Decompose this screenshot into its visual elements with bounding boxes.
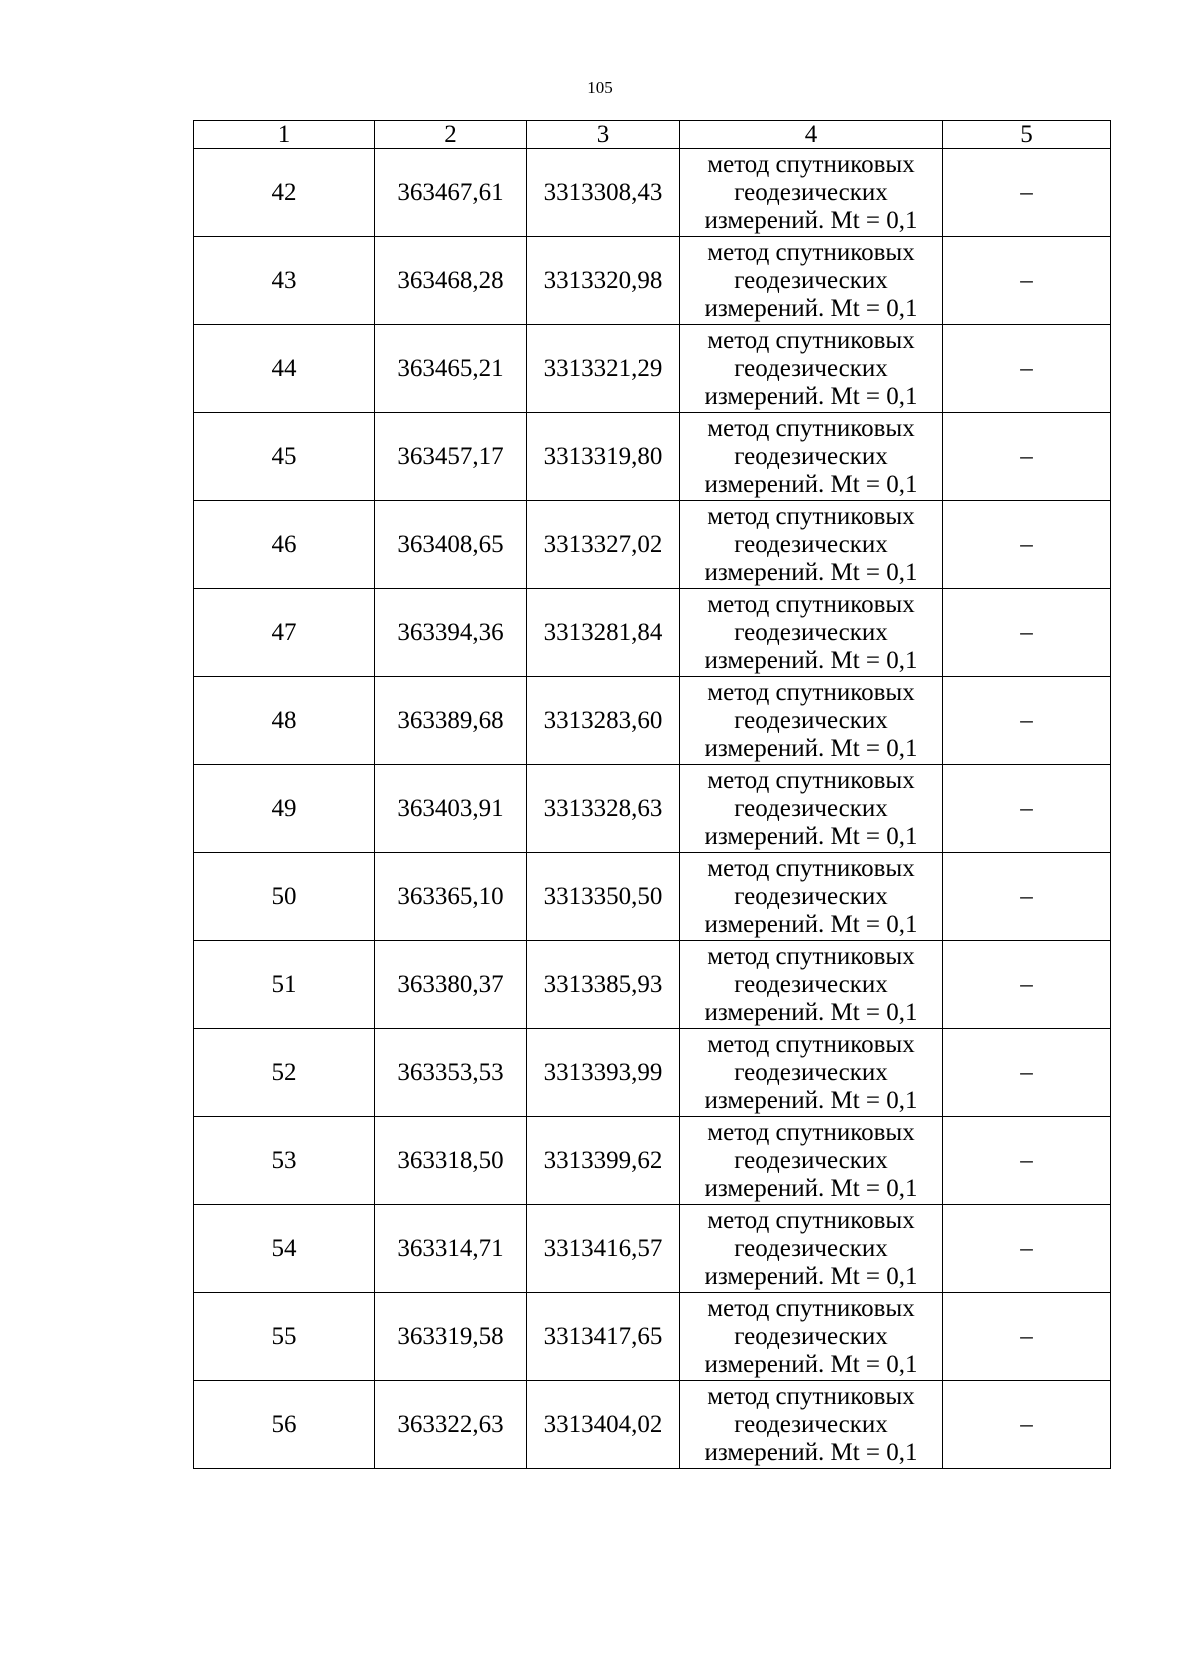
method-line: геодезических [734, 1058, 888, 1086]
table-row [194, 1293, 1111, 1381]
table-row [194, 1029, 1111, 1117]
method-line: геодезических [734, 1322, 888, 1350]
note-cell: – [943, 1293, 1111, 1381]
method-line: метод спутниковых [707, 678, 915, 706]
x-coordinate-cell: 363457,17 [375, 413, 527, 501]
method-line: геодезических [734, 178, 888, 206]
point-number-cell: 48 [194, 677, 375, 765]
method-cell [680, 1117, 943, 1205]
note-cell: – [943, 1205, 1111, 1293]
method-line: геодезических [734, 794, 888, 822]
method-cell [680, 501, 943, 589]
x-coordinate-cell: 363465,21 [375, 325, 527, 413]
point-number-cell: 51 [194, 941, 375, 1029]
note-cell: – [943, 941, 1111, 1029]
note-cell: – [943, 237, 1111, 325]
note-cell: – [943, 853, 1111, 941]
method-line: измерений. Mt = 0,1 [704, 558, 918, 586]
point-number-cell: 53 [194, 1117, 375, 1205]
y-coordinate-cell: 3313283,60 [527, 677, 680, 765]
method-line: метод спутниковых [707, 1382, 915, 1410]
method-line: измерений. Mt = 0,1 [704, 822, 918, 850]
point-number-cell: 46 [194, 501, 375, 589]
y-coordinate-cell: 3313320,98 [527, 237, 680, 325]
table-row [194, 853, 1111, 941]
column-header: 5 [943, 121, 1111, 149]
y-coordinate-cell: 3313319,80 [527, 413, 680, 501]
point-number-cell: 43 [194, 237, 375, 325]
method-line: измерений. Mt = 0,1 [704, 206, 918, 234]
method-line: геодезических [734, 442, 888, 470]
method-cell [680, 1029, 943, 1117]
method-line: метод спутниковых [707, 1118, 915, 1146]
x-coordinate-cell: 363467,61 [375, 149, 527, 237]
y-coordinate-cell: 3313399,62 [527, 1117, 680, 1205]
x-coordinate-cell: 363389,68 [375, 677, 527, 765]
point-number-cell: 44 [194, 325, 375, 413]
y-coordinate-cell: 3313281,84 [527, 589, 680, 677]
column-header: 1 [194, 121, 375, 149]
table-row [194, 589, 1111, 677]
method-line: метод спутниковых [707, 854, 915, 882]
table-row [194, 1117, 1111, 1205]
note-cell: – [943, 1029, 1111, 1117]
method-line: метод спутниковых [707, 766, 915, 794]
x-coordinate-cell: 363318,50 [375, 1117, 527, 1205]
x-coordinate-cell: 363394,36 [375, 589, 527, 677]
method-line: метод спутниковых [707, 942, 915, 970]
method-line: метод спутниковых [707, 590, 915, 618]
column-header: 4 [680, 121, 943, 149]
table-row [194, 413, 1111, 501]
x-coordinate-cell: 363380,37 [375, 941, 527, 1029]
y-coordinate-cell: 3313417,65 [527, 1293, 680, 1381]
y-coordinate-cell: 3313350,50 [527, 853, 680, 941]
y-coordinate-cell: 3313416,57 [527, 1205, 680, 1293]
y-coordinate-cell: 3313404,02 [527, 1381, 680, 1469]
x-coordinate-cell: 363365,10 [375, 853, 527, 941]
table-row [194, 501, 1111, 589]
table-row [194, 765, 1111, 853]
x-coordinate-cell: 363319,58 [375, 1293, 527, 1381]
y-coordinate-cell: 3313328,63 [527, 765, 680, 853]
note-cell: – [943, 501, 1111, 589]
table-row [194, 149, 1111, 237]
note-cell: – [943, 413, 1111, 501]
method-cell [680, 413, 943, 501]
method-line: геодезических [734, 706, 888, 734]
method-line: метод спутниковых [707, 326, 915, 354]
table-body [194, 121, 1111, 1469]
y-coordinate-cell: 3313327,02 [527, 501, 680, 589]
method-cell [680, 1205, 943, 1293]
table-row [194, 677, 1111, 765]
note-cell: – [943, 677, 1111, 765]
column-header: 2 [375, 121, 527, 149]
method-cell [680, 589, 943, 677]
note-cell: – [943, 1117, 1111, 1205]
point-number-cell: 47 [194, 589, 375, 677]
y-coordinate-cell: 3313393,99 [527, 1029, 680, 1117]
method-line: геодезических [734, 530, 888, 558]
table-row [194, 325, 1111, 413]
method-line: измерений. Mt = 0,1 [704, 1174, 918, 1202]
method-line: геодезических [734, 1234, 888, 1262]
note-cell: – [943, 589, 1111, 677]
point-number-cell: 55 [194, 1293, 375, 1381]
method-line: метод спутниковых [707, 150, 915, 178]
method-cell [680, 1381, 943, 1469]
column-header: 3 [527, 121, 680, 149]
table-row [194, 1205, 1111, 1293]
method-line: измерений. Mt = 0,1 [704, 294, 918, 322]
method-cell [680, 325, 943, 413]
x-coordinate-cell: 363322,63 [375, 1381, 527, 1469]
method-line: геодезических [734, 354, 888, 382]
page-number: 105 [587, 78, 613, 97]
method-line: метод спутниковых [707, 414, 915, 442]
method-line: метод спутниковых [707, 502, 915, 530]
y-coordinate-cell: 3313321,29 [527, 325, 680, 413]
method-line: измерений. Mt = 0,1 [704, 910, 918, 938]
method-line: измерений. Mt = 0,1 [704, 1086, 918, 1114]
method-line: геодезических [734, 618, 888, 646]
method-line: геодезических [734, 882, 888, 910]
method-line: геодезических [734, 266, 888, 294]
method-line: геодезических [734, 1410, 888, 1438]
method-line: измерений. Mt = 0,1 [704, 998, 918, 1026]
method-cell [680, 853, 943, 941]
method-line: измерений. Mt = 0,1 [704, 1438, 918, 1466]
y-coordinate-cell: 3313385,93 [527, 941, 680, 1029]
x-coordinate-cell: 363408,65 [375, 501, 527, 589]
method-line: метод спутниковых [707, 1206, 915, 1234]
note-cell: – [943, 149, 1111, 237]
method-line: метод спутниковых [707, 1030, 915, 1058]
method-line: измерений. Mt = 0,1 [704, 470, 918, 498]
point-number-cell: 42 [194, 149, 375, 237]
table-row [194, 941, 1111, 1029]
point-number-cell: 49 [194, 765, 375, 853]
method-cell [680, 1293, 943, 1381]
y-coordinate-cell: 3313308,43 [527, 149, 680, 237]
point-number-cell: 54 [194, 1205, 375, 1293]
x-coordinate-cell: 363468,28 [375, 237, 527, 325]
method-line: метод спутниковых [707, 1294, 915, 1322]
point-number-cell: 52 [194, 1029, 375, 1117]
method-line: измерений. Mt = 0,1 [704, 646, 918, 674]
method-line: измерений. Mt = 0,1 [704, 1350, 918, 1378]
method-line: измерений. Mt = 0,1 [704, 1262, 918, 1290]
method-cell [680, 765, 943, 853]
note-cell: – [943, 1381, 1111, 1469]
method-cell [680, 941, 943, 1029]
table-row [194, 237, 1111, 325]
method-line: геодезических [734, 970, 888, 998]
x-coordinate-cell: 363403,91 [375, 765, 527, 853]
method-cell [680, 677, 943, 765]
x-coordinate-cell: 363353,53 [375, 1029, 527, 1117]
x-coordinate-cell: 363314,71 [375, 1205, 527, 1293]
method-cell [680, 237, 943, 325]
table-row [194, 1381, 1111, 1469]
point-number-cell: 45 [194, 413, 375, 501]
table-header-row [194, 121, 1111, 149]
method-line: геодезических [734, 1146, 888, 1174]
note-cell: – [943, 765, 1111, 853]
method-cell [680, 149, 943, 237]
method-line: измерений. Mt = 0,1 [704, 382, 918, 410]
point-number-cell: 56 [194, 1381, 375, 1469]
note-cell: – [943, 325, 1111, 413]
point-number-cell: 50 [194, 853, 375, 941]
coordinates-table [193, 120, 1111, 1469]
method-line: измерений. Mt = 0,1 [704, 734, 918, 762]
method-line: метод спутниковых [707, 238, 915, 266]
